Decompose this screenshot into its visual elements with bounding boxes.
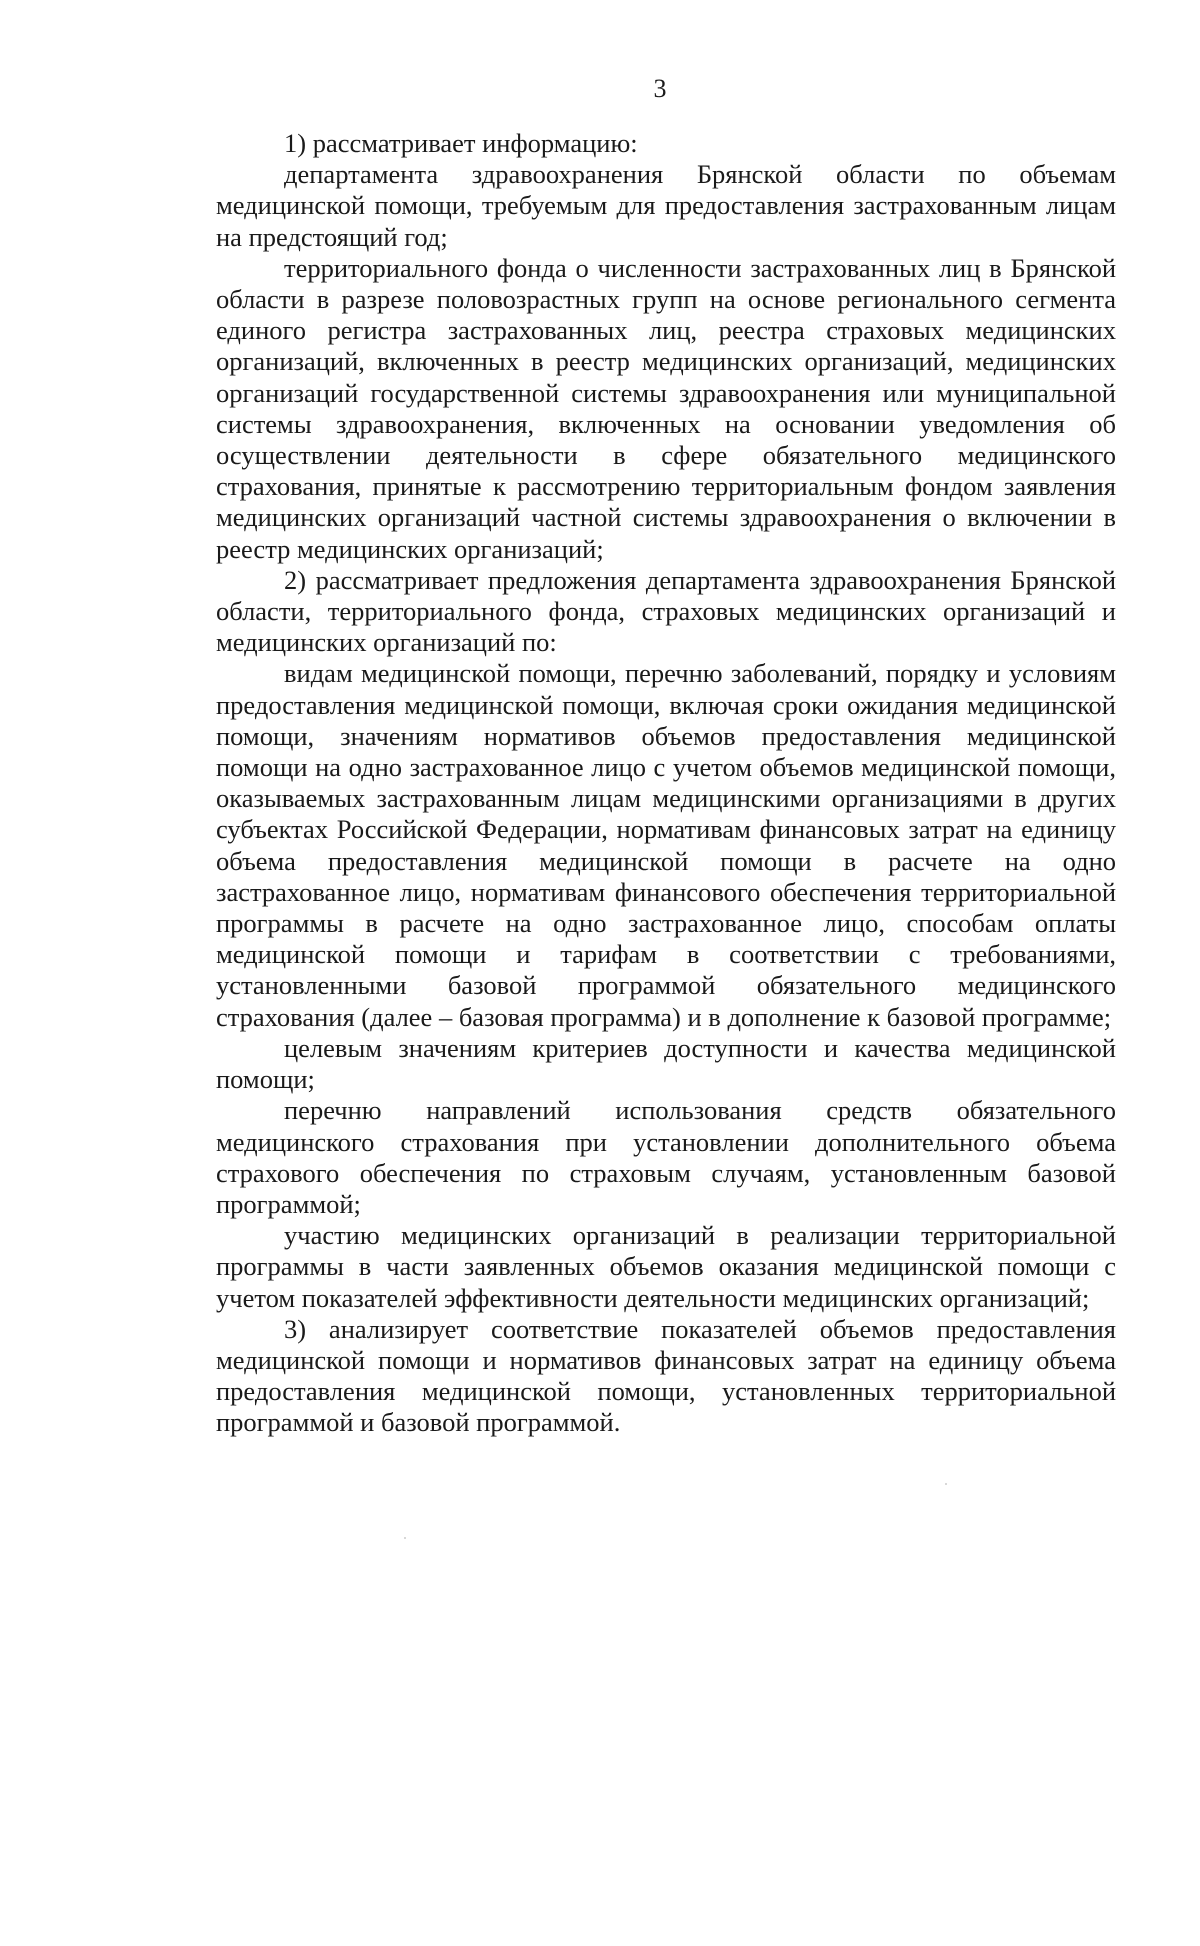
paragraph-funding-directions: перечню направлений использования средств обязательного медицинского страхования при установлении дополнительного объема страхового обеспечения по страховым случаям, установленным базовой программой; <box>216 1095 1116 1219</box>
paragraph-item-2: 2) рассматривает предложения департамента здравоохранения Брянской области, территориального фонда, страховых медицинских организаций и медицинских организаций по: <box>216 564 1116 658</box>
scan-speck <box>945 1483 947 1485</box>
paragraph-item-3: 3) анализирует соответствие показателей объемов предоставления медицинской помощи и нормативов финансовых затрат на единицу объема предоставления медицинской помощи, установленных территориальной программой и базовой программой. <box>216 1313 1116 1438</box>
paragraph-target-values: целевым значениям критериев доступности и качества медицинской помощи; <box>216 1032 1116 1095</box>
paragraph-fund-info: территориального фонда о численности застрахованных лиц в Брянской области в разрезе половозрастных групп на основе регионального сегмента единого регистра застрахованных лиц, реестра страховых медицинских организаций, включенных в реестр медицинских организаций, медицинских организаций государственной системы здравоохранения или муниципальной системы здравоохранения, включенных на основании уведомления об осуществлении деятельности в сфере обязательного медицинского страхования, принятые к рассмотрению территориальным фондом заявления медицинских организаций частной системы здравоохранения о включении в реестр медицинских организаций; <box>216 252 1116 564</box>
page-number: 3 <box>653 74 667 103</box>
scan-speck <box>404 1537 406 1539</box>
paragraph-medical-care-types: видам медицинской помощи, перечню заболеваний, порядку и условиям предоставления медицинской помощи, включая сроки ожидания медицинской помощи, значениям нормативов объемов предоставления медицинской помощи на одно застрахованное лицо с учетом объемов медицинской помощи, оказываемых застрахованным лицам медицинскими организациями в других субъектах Российской Федерации, нормативам финансовых затрат на единицу объема предоставления медицинской помощи в расчете на одно застрахованное лицо, нормативам финансового обеспечения территориальной программы в расчете на одно застрахованное лицо, способам оплаты медицинской помощи и тарифам в соответствии с требованиями, установленными базовой программой обязательного медицинского страхования (далее – базовая программа) и в дополнение к базовой программе; <box>216 658 1116 1032</box>
paragraph-department-info: департамента здравоохранения Брянской области по объемам медицинской помощи, требуемым для предоставления застрахованным лицам на предстоящий год; <box>216 159 1116 252</box>
document-body <box>216 128 1116 1439</box>
paragraph-item-1: 1) рассматривает информацию: <box>284 128 638 158</box>
paragraph-participation: участию медицинских организаций в реализации территориальной программы в части заявленных объемов оказания медицинской помощи с учетом показателей эффективности деятельности медицинских организаций; <box>216 1220 1116 1313</box>
